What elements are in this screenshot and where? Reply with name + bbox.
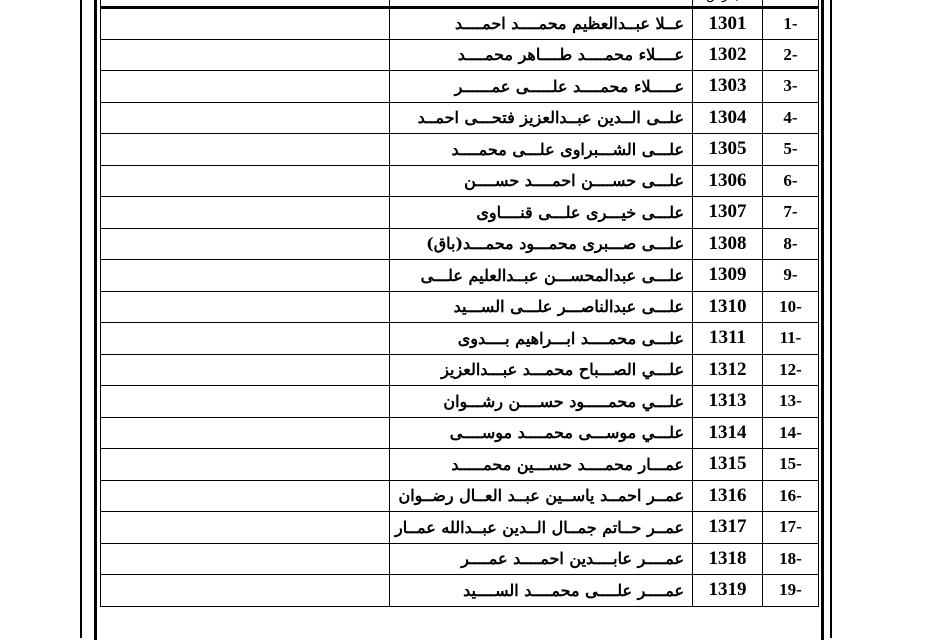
row-index <box>763 165 819 197</box>
table-row <box>101 134 819 166</box>
table-row <box>101 165 819 197</box>
row-index-label: 16- <box>779 485 802 505</box>
blank-cell <box>101 386 390 418</box>
seat-number: 1316 <box>693 480 763 512</box>
table-row <box>101 575 819 607</box>
seat-number: 1310 <box>693 291 763 323</box>
student-name: علـــى حســــن احمــــد حســــن <box>390 165 693 197</box>
table-row <box>101 102 819 134</box>
table-row <box>101 71 819 103</box>
row-index-label: 18- <box>779 548 802 568</box>
table-row <box>101 39 819 71</box>
student-roster-table <box>100 0 819 607</box>
seat-number: 1312 <box>693 354 763 386</box>
row-index-label: 11- <box>779 328 802 348</box>
student-name: عـــــلاء محمــــد علـــــى عمــــــر <box>390 71 693 103</box>
blank-cell <box>101 71 390 103</box>
row-index <box>763 102 819 134</box>
row-index <box>763 417 819 449</box>
seat-number: 1308 <box>693 228 763 260</box>
student-name: علـــى عبدالمحســـن عبــدالعليم علـــى <box>390 260 693 292</box>
seat-number: 1301 <box>693 8 763 40</box>
seat-number: 1319 <box>693 575 763 607</box>
table-row <box>101 354 819 386</box>
blank-cell <box>101 291 390 323</box>
row-index-label: 14- <box>779 422 802 442</box>
student-name: عمــر حــاتم جمــال الــدين عبــدالله عمــار <box>390 512 693 544</box>
blank-cell <box>101 260 390 292</box>
table-row <box>101 543 819 575</box>
row-index-label: 1- <box>783 13 798 33</box>
blank-cell <box>101 228 390 260</box>
seat-number: 1314 <box>693 417 763 449</box>
row-index-label: 19- <box>779 580 802 600</box>
blank-cell <box>101 417 390 449</box>
student-name: علـــى صـــبرى محمـــود محمـــد(باق) <box>390 228 693 260</box>
seat-number: 1305 <box>693 134 763 166</box>
blank-cell <box>101 480 390 512</box>
blank-cell <box>101 512 390 544</box>
blank-cell <box>101 543 390 575</box>
row-index <box>763 8 819 40</box>
student-name: علـــى الشـــبراوى علـــى محمــــد <box>390 134 693 166</box>
student-name: علـــي محمـــــود حســــن رشـــوان <box>390 386 693 418</box>
row-index <box>763 480 819 512</box>
row-index <box>763 575 819 607</box>
student-name: علـــى خيـــرى علـــى قنــــاوى <box>390 197 693 229</box>
row-index-label: 9- <box>783 265 798 285</box>
blank-cell <box>101 102 390 134</box>
table-row <box>101 417 819 449</box>
table-row <box>101 512 819 544</box>
blank-cell <box>101 197 390 229</box>
seat-number: 1306 <box>693 165 763 197</box>
row-index <box>763 291 819 323</box>
seat-number: 1318 <box>693 543 763 575</box>
seat-number: 1317 <box>693 512 763 544</box>
row-index <box>763 71 819 103</box>
seat-number: 1311 <box>693 323 763 355</box>
table-row <box>101 323 819 355</box>
blank-cell <box>101 354 390 386</box>
row-index-label: 3- <box>783 76 798 96</box>
student-name: علـــى محمــــد ابـــراهيم بــــدوى <box>390 323 693 355</box>
seat-number: 1315 <box>693 449 763 481</box>
row-index <box>763 260 819 292</box>
table-row <box>101 291 819 323</box>
row-index <box>763 543 819 575</box>
header-blank-cell <box>101 0 390 8</box>
row-index <box>763 39 819 71</box>
row-index <box>763 512 819 544</box>
blank-cell <box>101 165 390 197</box>
row-index-label: 4- <box>783 107 798 127</box>
row-index-label: 13- <box>779 391 802 411</box>
row-index-label: 6- <box>783 170 798 190</box>
seat-number: 1302 <box>693 39 763 71</box>
student-name: علـــى عبدالناصـــر علـــى الســـيد <box>390 291 693 323</box>
seat-number: 1303 <box>693 71 763 103</box>
table-row <box>101 386 819 418</box>
row-index <box>763 197 819 229</box>
seat-number: 1309 <box>693 260 763 292</box>
row-index-label: 12- <box>779 359 802 379</box>
table-row <box>101 449 819 481</box>
row-index <box>763 449 819 481</box>
student-name: علــى الــدين عبــدالعزيز فتحـــى احمــد <box>390 102 693 134</box>
table-row <box>101 480 819 512</box>
row-index-label: 17- <box>779 517 802 537</box>
row-index <box>763 134 819 166</box>
blank-cell <box>101 575 390 607</box>
row-index-label: 10- <box>779 296 802 316</box>
blank-cell <box>101 8 390 40</box>
row-index-label: 7- <box>783 202 798 222</box>
student-name: علـــي الصـــباح محمـــد عبـــدالعزيز <box>390 354 693 386</box>
seat-column-label <box>706 0 749 2</box>
header-num-cell <box>763 0 819 8</box>
seat-number: 1313 <box>693 386 763 418</box>
row-index <box>763 228 819 260</box>
blank-cell <box>101 449 390 481</box>
row-index-label: 8- <box>783 233 798 253</box>
student-name: عمــر احمــد ياســين عبــد العــال رضــوان <box>390 480 693 512</box>
student-name: عــــلاء محمــــد طــــاهر محمــــد <box>390 39 693 71</box>
header-name-cell <box>390 0 693 8</box>
seat-number: 1304 <box>693 102 763 134</box>
blank-cell <box>101 323 390 355</box>
student-name: علـــي موســـى محمــــد موســــى <box>390 417 693 449</box>
row-index-label: 2- <box>783 44 798 64</box>
blank-cell <box>101 39 390 71</box>
table-row <box>101 260 819 292</box>
seat-number: 1307 <box>693 197 763 229</box>
student-name: عمـــار محمــــد حســـين محمـــــد <box>390 449 693 481</box>
row-index <box>763 386 819 418</box>
header-seat-cell <box>693 0 763 8</box>
table-row <box>101 228 819 260</box>
student-name: عمــــر علــــى محمــــد الســــيد <box>390 575 693 607</box>
row-index <box>763 323 819 355</box>
blank-cell <box>101 134 390 166</box>
row-index <box>763 354 819 386</box>
table-row <box>101 8 819 40</box>
student-name: عــلا عبــدالعظيم محمــــد احمــــد <box>390 8 693 40</box>
row-index-label: 15- <box>779 454 802 474</box>
student-name: عمــــر عابــــدين احمــــد عمــــر <box>390 543 693 575</box>
table-header-row <box>101 0 819 8</box>
table-row <box>101 197 819 229</box>
row-index-label: 5- <box>783 139 798 159</box>
